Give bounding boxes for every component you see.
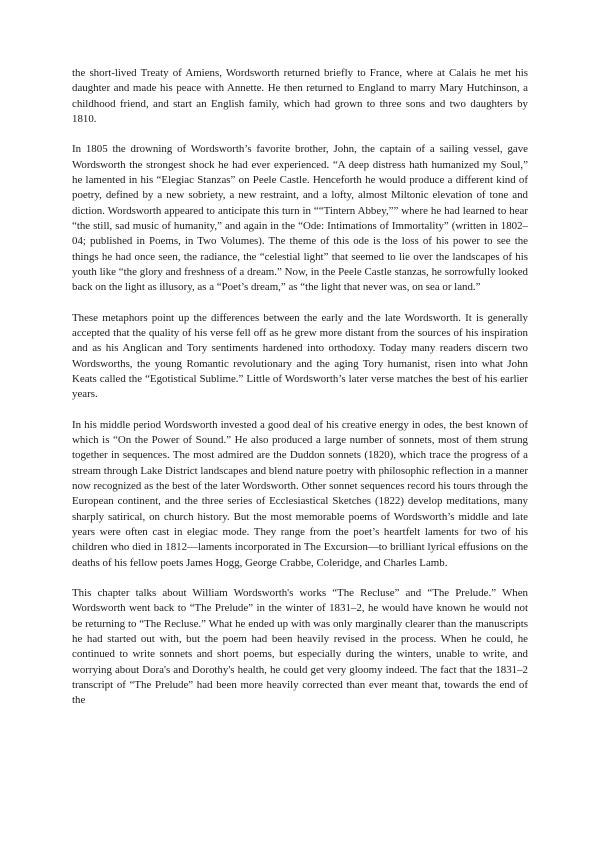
paragraph-treaty-of-amiens: the short-lived Treaty of Amiens, Wordsworth returned briefly to France, where at Calais he met his daughter and made his peace with Annette. He then returned to England to marry Mary Hutchinson, a childhood friend, and start an English family, which had grown to three sons and two daughters by 1810.	[72, 67, 528, 125]
document-page	[72, 66, 528, 724]
paragraph-brother-john: In 1805 the drowning of Wordsworth’s favorite brother, John, the captain of a sailing vessel, gave Wordsworth the strongest shock he had ever experienced. “A deep distress hath humanized my Soul,” he lamented in his “Elegiac Stanzas” on Peele Castle. Henceforth he would produce a different kind of poetry, defined by a new sobriety, a new restraint, and a lofty, almost Miltonic elevation of tone and diction. Wordsworth appeared to anticipate this turn in ““Tintern Abbey,”” where he had learned to hear “the still, sad music of humanity,” and again in the “Ode: Intimations of Immortality” (written in 1802–04; published in Poems, in Two Volumes). The theme of this ode is the loss of his power to see the things he had once seen, the radiance, the “celestial light” that seemed to lie over the landscapes of his youth like “the glory and freshness of a dream.” Now, in the Peele Castle stanzas, he sorrowfully looked back on the light as illusory, as a “Poet’s dream,” as “the light that never was, on sea or land.”	[72, 143, 528, 294]
paragraph-early-late-wordsworth: These metaphors point up the differences between the early and the late Wordsworth. It is generally accepted that the quality of his verse fell off as he grew more distant from the sources of his inspiration and as his Anglican and Tory sentiments hardened into orthodoxy. Today many readers discern two Wordsworths, the young Romantic revolutionary and the aging Tory humanist, risen into what John Keats called the “Egotistical Sublime.” Little of Wordsworth’s later verse matches the best of his earlier years.	[72, 311, 528, 401]
paragraph-recluse-prelude: This chapter talks about William Wordsworth's works “The Recluse” and “The Prelude.” When Wordsworth went back to “The Prelude” in the winter of 1831–2, he would have known he would not be returning to “The Recluse.” What he ended up with was only marginally clearer than the manuscripts he had started out with, but the poem had been heavily revised in the process. When he could, he continued to write sonnets and short poems, but especially during the winters, unable to write, and worrying about Dora's and Dorothy's health, he could get very gloomy indeed. The fact that the 1831–2 transcript of “The Prelude” had been more heavily corrected than ever meant that, towards the end of the	[72, 587, 528, 707]
paragraph-middle-period: In his middle period Wordsworth invested a good deal of his creative energy in odes, the best known of which is “On the Power of Sound.” He also produced a large number of sonnets, most of them strung together in sequences. The most admired are the Duddon sonnets (1820), which trace the progress of a stream through Lake District landscapes and blend nature poetry with philosophic reflection in a manner now recognized as the best of the later Wordsworth. Other sonnet sequences record his tours through the European continent, and the three series of Ecclesiastical Sketches (1822) develop meditations, many sharply satirical, on church history. But the most memorable poems of Wordsworth’s middle and late years were often cast in elegiac mode. They range from the poet’s heartfelt laments for two of his children who died in 1812—laments incorporated in The Excursion—to brilliant lyrical effusions on the deaths of his fellow poets James Hogg, George Crabbe, Coleridge, and Charles Lamb.	[72, 418, 528, 569]
